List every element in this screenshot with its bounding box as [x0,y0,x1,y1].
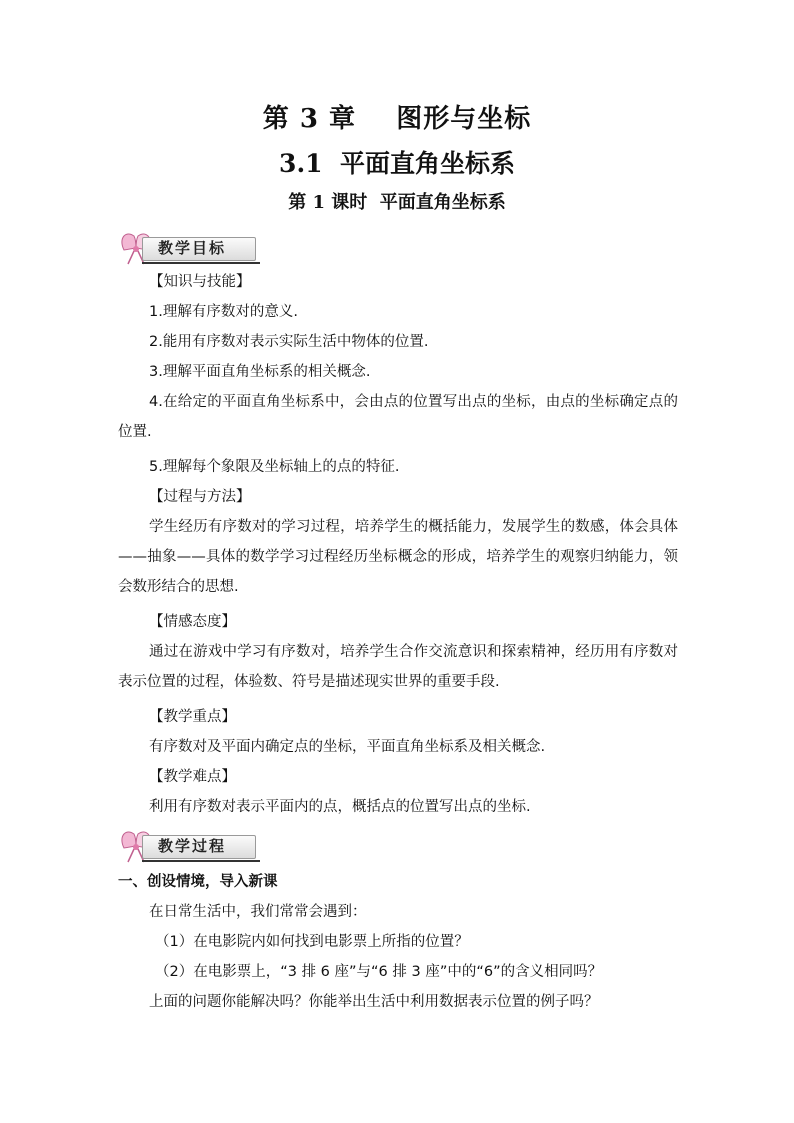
objective-item-5: 5.理解每个象限及坐标轴上的点的特征. [149,459,400,475]
lesson-title: 第 1 课时 平面直角坐标系 [288,192,506,213]
objectives-banner [118,228,260,268]
chapter-title: 第 3 章 图形与坐标 [262,104,532,134]
method-text: 学生经历有序数对的学习过程，培养学生的概括能力，发展学生的数感，体会具体——抽象——具体的数学学习过程经历坐标概念的形成，培养学生的观察归纳能力，领会数形结合的思想. [118,519,678,595]
difficulty-heading: 【教学难点】 [149,769,236,785]
objective-item-1: 1.理解有序数对的意义. [149,304,298,320]
process-question-1: （1）在电影院内如何找到电影票上所指的位置？ [155,934,469,950]
objective-item-4: 4.在给定的平面直角坐标系中，会由点的位置写出点的坐标，由点的坐标确定点的位置. [118,394,678,440]
banner-label: 教学过程 [158,837,227,855]
process-closing: 上面的问题你能解决吗？你能举出生活中利用数据表示位置的例子吗？ [149,994,599,1010]
focus-text: 有序数对及平面内确定点的坐标，平面直角坐标系及相关概念. [149,739,546,755]
section-title: 3.1 平面直角坐标系 [279,149,515,178]
emotion-heading: 【情感态度】 [149,614,236,630]
method-heading: 【过程与方法】 [149,489,251,505]
objective-item-2: 2.能用有序数对表示实际生活中物体的位置. [149,334,429,350]
process-section-heading: 一、创设情境，导入新课 [118,874,278,890]
objective-item-3: 3.理解平面直角坐标系的相关概念. [149,364,371,380]
difficulty-text: 利用有序数对表示平面内的点，概括点的位置写出点的坐标. [149,799,531,815]
emotion-text: 通过在游戏中学习有序数对，培养学生合作交流意识和探索精神，经历用有序数对表示位置的过程，体验数、符号是描述现实世界的重要手段. [118,644,678,690]
process-intro: 在日常生活中，我们常常会遇到： [149,904,367,920]
banner-rule [142,262,260,264]
focus-heading: 【教学重点】 [149,709,236,725]
process-banner [118,826,260,866]
banner-label: 教学目标 [158,239,227,257]
process-question-2: （2）在电影票上，“3 排 6 座”与“6 排 3 座”中的“6”的含义相同吗？ [155,964,603,980]
banner-rule [142,860,260,862]
knowledge-heading: 【知识与技能】 [149,274,251,290]
